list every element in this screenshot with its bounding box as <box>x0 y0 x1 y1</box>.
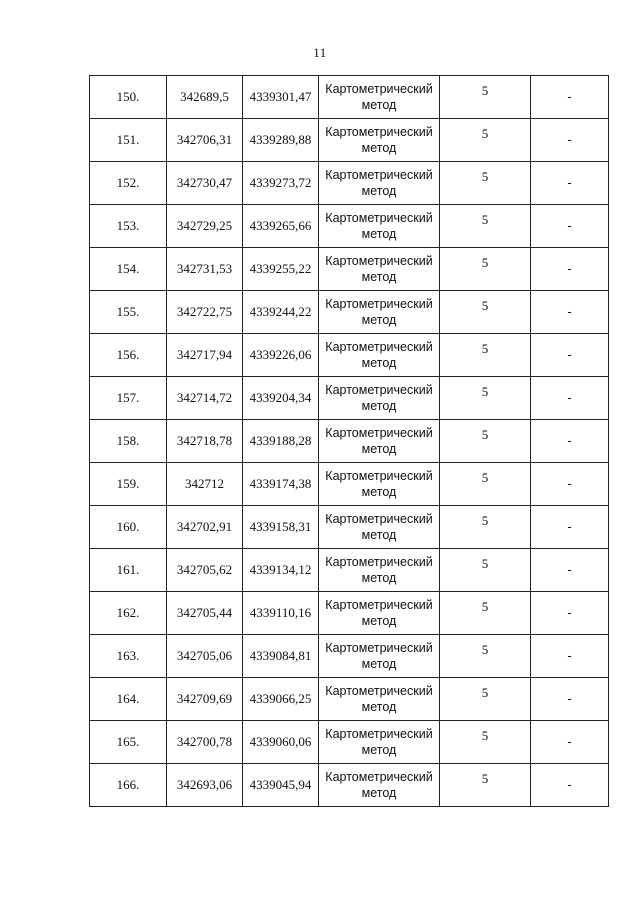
note-cell <box>531 549 609 592</box>
point-number: 160. <box>116 519 140 534</box>
x-coordinate-cell <box>167 635 243 678</box>
note-dash: - <box>567 691 572 706</box>
y-coordinate: 4339226,06 <box>249 347 312 362</box>
accuracy-value: 5 <box>481 599 489 614</box>
method-text: Картометрический метод <box>325 340 433 370</box>
point-number-cell <box>90 76 167 119</box>
y-coordinate: 4339244,22 <box>249 304 312 319</box>
x-coordinate: 342731,53 <box>176 261 233 276</box>
method-cell <box>319 205 440 248</box>
y-coordinate-cell <box>243 119 319 162</box>
point-number-cell <box>90 635 167 678</box>
y-coordinate-cell <box>243 420 319 463</box>
method-text: Картометрический метод <box>325 426 433 456</box>
note-cell <box>531 721 609 764</box>
point-number: 151. <box>116 132 140 147</box>
method-cell <box>319 76 440 119</box>
x-coordinate-cell <box>167 721 243 764</box>
x-coordinate: 342717,94 <box>176 347 233 362</box>
table-row <box>90 592 609 635</box>
note-dash: - <box>567 519 572 534</box>
accuracy-cell <box>440 377 531 420</box>
page-number: 11 <box>313 45 327 60</box>
point-number: 165. <box>116 734 140 749</box>
note-cell <box>531 377 609 420</box>
method-text: Картометрический метод <box>325 684 433 714</box>
y-coordinate: 4339045,94 <box>249 777 312 792</box>
accuracy-value: 5 <box>481 126 489 141</box>
y-coordinate: 4339084,81 <box>249 648 312 663</box>
note-cell <box>531 420 609 463</box>
y-coordinate-cell <box>243 334 319 377</box>
table-row <box>90 549 609 592</box>
y-coordinate-cell <box>243 463 319 506</box>
x-coordinate: 342705,06 <box>176 648 233 663</box>
y-coordinate-cell <box>243 162 319 205</box>
note-cell <box>531 76 609 119</box>
accuracy-cell <box>440 506 531 549</box>
accuracy-cell <box>440 76 531 119</box>
accuracy-cell <box>440 420 531 463</box>
note-cell <box>531 463 609 506</box>
accuracy-cell <box>440 248 531 291</box>
point-number: 154. <box>116 261 140 276</box>
table-row <box>90 678 609 721</box>
y-coordinate: 4339060,06 <box>249 734 312 749</box>
accuracy-value: 5 <box>481 169 489 184</box>
method-text: Картометрический метод <box>325 727 433 757</box>
x-coordinate-cell <box>167 334 243 377</box>
x-coordinate: 342722,75 <box>176 304 233 319</box>
y-coordinate-cell <box>243 506 319 549</box>
method-text: Картометрический метод <box>325 512 433 542</box>
note-dash: - <box>567 777 572 792</box>
y-coordinate: 4339174,38 <box>249 476 312 491</box>
note-cell <box>531 248 609 291</box>
method-text: Картометрический метод <box>325 297 433 327</box>
table-row <box>90 248 609 291</box>
table-row <box>90 291 609 334</box>
method-cell <box>319 334 440 377</box>
point-number: 156. <box>116 347 140 362</box>
note-cell <box>531 506 609 549</box>
accuracy-cell <box>440 549 531 592</box>
x-coordinate-cell <box>167 678 243 721</box>
accuracy-cell <box>440 721 531 764</box>
point-number-cell <box>90 334 167 377</box>
point-number: 158. <box>116 433 140 448</box>
method-cell <box>319 420 440 463</box>
x-coordinate-cell <box>167 420 243 463</box>
accuracy-value: 5 <box>481 255 489 270</box>
y-coordinate-cell <box>243 76 319 119</box>
note-dash: - <box>567 390 572 405</box>
note-cell <box>531 291 609 334</box>
note-dash: - <box>567 132 572 147</box>
note-cell <box>531 635 609 678</box>
table-row <box>90 76 609 119</box>
note-dash: - <box>567 175 572 190</box>
accuracy-value: 5 <box>481 513 489 528</box>
table-row <box>90 205 609 248</box>
accuracy-value: 5 <box>481 212 489 227</box>
note-dash: - <box>567 734 572 749</box>
accuracy-value: 5 <box>481 427 489 442</box>
accuracy-cell <box>440 119 531 162</box>
point-number-cell <box>90 377 167 420</box>
method-cell <box>319 463 440 506</box>
y-coordinate-cell <box>243 592 319 635</box>
point-number: 152. <box>116 175 140 190</box>
y-coordinate-cell <box>243 248 319 291</box>
x-coordinate: 342705,44 <box>176 605 233 620</box>
accuracy-cell <box>440 592 531 635</box>
accuracy-value: 5 <box>481 384 489 399</box>
method-text: Картометрический метод <box>325 125 433 155</box>
note-cell <box>531 678 609 721</box>
accuracy-value: 5 <box>481 470 489 485</box>
point-number-cell <box>90 678 167 721</box>
table-row <box>90 334 609 377</box>
accuracy-value: 5 <box>481 771 489 786</box>
accuracy-value: 5 <box>481 556 489 571</box>
x-coordinate: 342705,62 <box>176 562 233 577</box>
method-cell <box>319 635 440 678</box>
x-coordinate: 342689,5 <box>180 89 229 104</box>
x-coordinate: 342729,25 <box>176 218 233 233</box>
method-cell <box>319 678 440 721</box>
point-number: 155. <box>116 304 140 319</box>
accuracy-value: 5 <box>481 83 489 98</box>
method-text: Картометрический метод <box>325 383 433 413</box>
point-number-cell <box>90 506 167 549</box>
note-cell <box>531 764 609 807</box>
accuracy-cell <box>440 635 531 678</box>
point-number-cell <box>90 463 167 506</box>
accuracy-cell <box>440 162 531 205</box>
y-coordinate: 4339110,16 <box>249 605 312 620</box>
note-cell <box>531 592 609 635</box>
method-cell <box>319 721 440 764</box>
note-cell <box>531 119 609 162</box>
point-number-cell <box>90 291 167 334</box>
note-dash: - <box>567 218 572 233</box>
point-number-cell <box>90 205 167 248</box>
x-coordinate: 342714,72 <box>176 390 233 405</box>
point-number: 157. <box>116 390 140 405</box>
x-coordinate-cell <box>167 291 243 334</box>
y-coordinate: 4339301,47 <box>249 89 312 104</box>
method-cell <box>319 119 440 162</box>
method-cell <box>319 549 440 592</box>
accuracy-cell <box>440 205 531 248</box>
x-coordinate-cell <box>167 463 243 506</box>
x-coordinate-cell <box>167 76 243 119</box>
note-dash: - <box>567 476 572 491</box>
method-text: Картометрический метод <box>325 211 433 241</box>
y-coordinate: 4339188,28 <box>249 433 312 448</box>
y-coordinate: 4339273,72 <box>249 175 312 190</box>
accuracy-cell <box>440 334 531 377</box>
point-number: 162. <box>116 605 140 620</box>
point-number: 166. <box>116 777 140 792</box>
method-text: Картометрический метод <box>325 598 433 628</box>
x-coordinate-cell <box>167 205 243 248</box>
y-coordinate: 4339134,12 <box>249 562 312 577</box>
note-dash: - <box>567 347 572 362</box>
y-coordinate: 4339204,34 <box>249 390 312 405</box>
y-coordinate-cell <box>243 205 319 248</box>
x-coordinate: 342693,06 <box>176 777 233 792</box>
note-dash: - <box>567 605 572 620</box>
point-number-cell <box>90 119 167 162</box>
method-cell <box>319 162 440 205</box>
method-cell <box>319 506 440 549</box>
note-cell <box>531 205 609 248</box>
x-coordinate: 342706,31 <box>176 132 233 147</box>
note-dash: - <box>567 89 572 104</box>
table-body <box>90 76 609 807</box>
point-number: 161. <box>116 562 140 577</box>
y-coordinate-cell <box>243 377 319 420</box>
x-coordinate: 342712 <box>185 476 224 491</box>
note-dash: - <box>567 433 572 448</box>
y-coordinate: 4339265,66 <box>249 218 312 233</box>
accuracy-value: 5 <box>481 642 489 657</box>
table-row <box>90 463 609 506</box>
note-dash: - <box>567 562 572 577</box>
point-number-cell <box>90 420 167 463</box>
accuracy-cell <box>440 291 531 334</box>
point-number-cell <box>90 592 167 635</box>
note-cell <box>531 162 609 205</box>
method-text: Картометрический метод <box>325 641 433 671</box>
table-row <box>90 377 609 420</box>
x-coordinate: 342702,91 <box>176 519 233 534</box>
method-cell <box>319 592 440 635</box>
y-coordinate-cell <box>243 635 319 678</box>
table-row <box>90 420 609 463</box>
method-text: Картометрический метод <box>325 469 433 499</box>
x-coordinate-cell <box>167 162 243 205</box>
table-row <box>90 764 609 807</box>
point-number-cell <box>90 764 167 807</box>
method-text: Картометрический метод <box>325 82 433 112</box>
note-dash: - <box>567 261 572 276</box>
y-coordinate: 4339066,25 <box>249 691 312 706</box>
point-number-cell <box>90 248 167 291</box>
table-row <box>90 119 609 162</box>
point-number: 163. <box>116 648 140 663</box>
method-text: Картометрический метод <box>325 168 433 198</box>
point-number: 153. <box>116 218 140 233</box>
y-coordinate: 4339255,22 <box>249 261 312 276</box>
note-dash: - <box>567 304 572 319</box>
y-coordinate: 4339289,88 <box>249 132 312 147</box>
y-coordinate: 4339158,31 <box>249 519 312 534</box>
accuracy-cell <box>440 764 531 807</box>
accuracy-value: 5 <box>481 728 489 743</box>
table-row <box>90 721 609 764</box>
point-number: 159. <box>116 476 140 491</box>
note-dash: - <box>567 648 572 663</box>
y-coordinate-cell <box>243 549 319 592</box>
method-text: Картометрический метод <box>325 555 433 585</box>
x-coordinate-cell <box>167 549 243 592</box>
note-cell <box>531 334 609 377</box>
table-row <box>90 162 609 205</box>
accuracy-value: 5 <box>481 341 489 356</box>
method-cell <box>319 377 440 420</box>
y-coordinate-cell <box>243 721 319 764</box>
method-cell <box>319 248 440 291</box>
y-coordinate-cell <box>243 764 319 807</box>
point-number: 164. <box>116 691 140 706</box>
y-coordinate-cell <box>243 291 319 334</box>
point-number: 150. <box>116 89 140 104</box>
x-coordinate-cell <box>167 506 243 549</box>
x-coordinate-cell <box>167 592 243 635</box>
table-row <box>90 506 609 549</box>
method-cell <box>319 764 440 807</box>
x-coordinate: 342709,69 <box>176 691 233 706</box>
table-row <box>90 635 609 678</box>
point-number-cell <box>90 162 167 205</box>
x-coordinate-cell <box>167 119 243 162</box>
x-coordinate: 342718,78 <box>176 433 233 448</box>
accuracy-cell <box>440 463 531 506</box>
x-coordinate-cell <box>167 377 243 420</box>
y-coordinate-cell <box>243 678 319 721</box>
x-coordinate-cell <box>167 248 243 291</box>
method-text: Картометрический метод <box>325 254 433 284</box>
accuracy-value: 5 <box>481 298 489 313</box>
x-coordinate-cell <box>167 764 243 807</box>
point-number-cell <box>90 721 167 764</box>
x-coordinate: 342700,78 <box>176 734 233 749</box>
x-coordinate: 342730,47 <box>176 175 233 190</box>
point-number-cell <box>90 549 167 592</box>
accuracy-value: 5 <box>481 685 489 700</box>
method-cell <box>319 291 440 334</box>
accuracy-cell <box>440 678 531 721</box>
method-text: Картометрический метод <box>325 770 433 800</box>
coordinates-table <box>89 75 609 807</box>
